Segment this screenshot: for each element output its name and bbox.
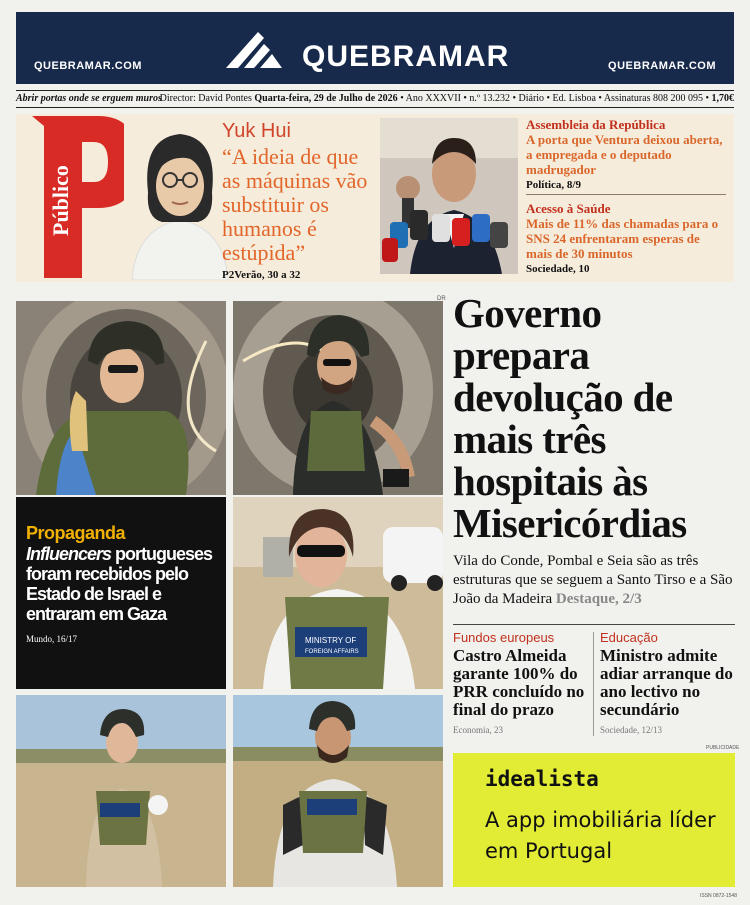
ad-label: PUBLICIDADE — [706, 745, 740, 751]
side-story-parliament[interactable] — [526, 118, 726, 191]
issn-code: ISSN 0872-1548 — [700, 893, 737, 899]
story-ref: Economia, 23 — [453, 725, 503, 735]
masthead-rule-bottom — [16, 107, 734, 108]
main-story-rule — [453, 624, 735, 625]
main-lede — [453, 552, 735, 609]
masthead-line — [16, 92, 734, 106]
field-photo-woman-helmet — [16, 695, 226, 887]
interview-name: Yuk Hui — [222, 120, 291, 142]
banner-brand: QUEBRAMAR — [302, 40, 510, 73]
propaganda-headline-rest: portugueses foram recebidos pelo Estado de Israel e entraram em Gaza — [26, 544, 213, 624]
side-story-text: Mais de 11% das chamadas para o SNS 24 enfrentaram esperas de mais de 30 minutos — [526, 216, 719, 261]
side-story-kicker: Assembleia da República — [526, 117, 666, 132]
side-story-health[interactable] — [526, 202, 726, 275]
top-teaser-band — [16, 114, 734, 282]
masthead-rule-top — [16, 90, 734, 91]
quebramar-logo-icon — [224, 26, 284, 70]
story-education[interactable] — [600, 630, 738, 735]
story-ref: Sociedade, 12/13 — [600, 725, 662, 735]
interview-quote: “A ideia de que as máquinas vão substituir os humanos é estúpida” — [222, 144, 368, 265]
publico-logo-text: Público — [48, 165, 73, 236]
ad-brand: idealista — [485, 767, 599, 791]
svg-text:FOREIGN AFFAIRS: FOREIGN AFFAIRS — [305, 649, 359, 655]
story-eu-funds[interactable] — [453, 630, 591, 735]
side-story-ref: Sociedade, 10 — [526, 263, 590, 275]
banner-url-left[interactable]: QUEBRAMAR.COM — [34, 60, 142, 72]
side-story-text: A porta que Ventura deixou aberta, a empregada e o deputado madrugador — [526, 132, 723, 177]
yuk-hui-portrait — [124, 122, 234, 280]
story-kicker: Fundos europeus — [453, 630, 555, 645]
story-kicker: Educação — [600, 630, 658, 645]
side-story-divider — [526, 194, 726, 195]
masthead-price: 1,70€ — [711, 93, 734, 104]
side-story-ref: Política, 8/9 — [526, 179, 581, 191]
main-lede-ref[interactable]: Destaque, 2/3 — [555, 591, 642, 607]
masthead-meta — [160, 93, 734, 104]
field-photo-woman-vest — [233, 497, 443, 689]
interview-ref: P2Verão, 30 a 32 — [222, 269, 301, 281]
propaganda-headline — [26, 544, 216, 624]
interview-teaser[interactable] — [222, 120, 378, 281]
quebramar-banner[interactable] — [16, 12, 734, 84]
propaganda-kicker: Propaganda — [26, 523, 126, 543]
politician-microphones-photo — [380, 118, 518, 274]
svg-text:MINISTRY OF: MINISTRY OF — [305, 636, 357, 645]
story-headline: Castro Almeida garante 100% do PRR concluído no final do prazo — [453, 646, 585, 719]
side-story-kicker: Acesso à Saúde — [526, 201, 611, 216]
tunnel-photo-woman — [16, 301, 226, 495]
propaganda-headline-italic: Influencers — [26, 544, 112, 564]
photo-credit: DR — [437, 296, 446, 302]
masthead-details: • Ano XXXVII • n.º 13.232 • Diário • Ed. Lisboa • Assinaturas 808 200 095 • — [400, 93, 709, 104]
story-divider — [593, 632, 594, 736]
main-headline[interactable]: Governo prepara devolução de mais três hospitais às Misericórdias — [453, 290, 687, 546]
masthead-director: Director: David Pontes — [159, 93, 252, 104]
field-photo-man-helmet — [233, 695, 443, 887]
main-lede-text: Vila do Conde, Pombal e Seia são as três estruturas que se seguem a Santo Tirso e a São João da Madeira — [453, 553, 733, 607]
idealista-ad[interactable] — [453, 753, 735, 887]
banner-url-right[interactable]: QUEBRAMAR.COM — [608, 60, 716, 72]
publico-p-logo — [26, 116, 136, 278]
tunnel-photo-man — [233, 301, 443, 495]
masthead-slogan: Abrir portas onde se erguem muros — [16, 93, 162, 104]
ad-tagline: A app imobiliária líder em Portugal — [485, 808, 716, 863]
propaganda-ref: Mundo, 16/17 — [26, 634, 78, 644]
story-headline: Ministro admite adiar arranque do ano lectivo no secundário — [600, 646, 733, 719]
propaganda-box[interactable] — [16, 497, 226, 689]
masthead-date: Quarta-feira, 29 de Julho de 2026 — [254, 93, 398, 104]
